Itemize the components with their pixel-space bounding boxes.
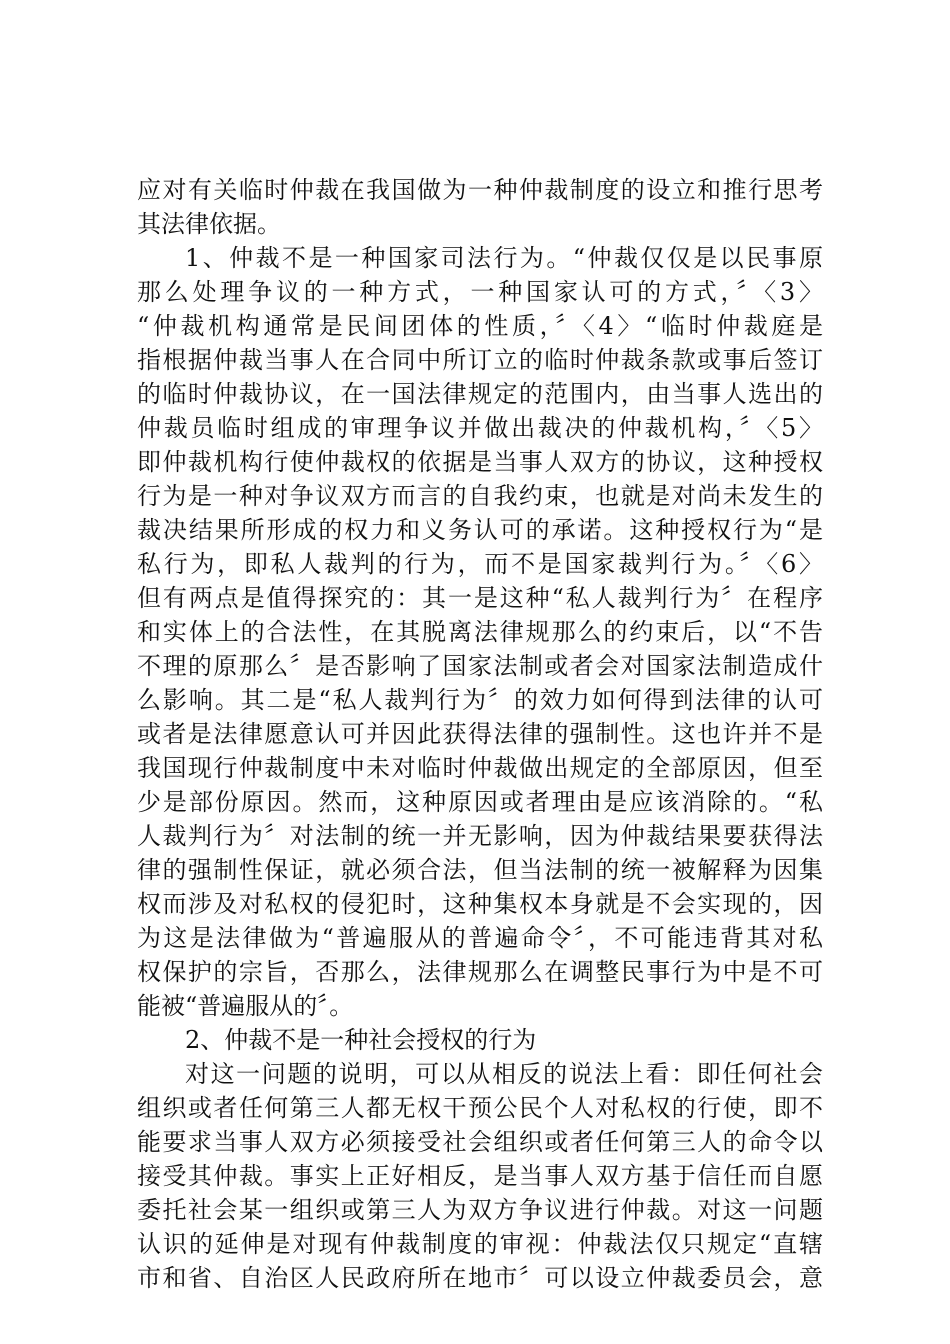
document-body	[137, 173, 823, 1295]
text-line: 应对有关临时仲裁在我国做为一种仲裁制度的设立和推行思考	[137, 176, 823, 204]
text-line: 行为是一种对争议双方而言的自我约束，也就是对尚未发生的	[137, 482, 823, 510]
text-line: 裁决结果所形成的权力和义务认可的承诺。这种授权行为“是	[137, 516, 823, 544]
text-line: 委托社会某一组织或第三人为双方争议进行仲裁。对这一问题	[137, 1196, 823, 1224]
text-line: 我国现行仲裁制度中未对临时仲裁做出规定的全部原因，但至	[137, 754, 823, 782]
text-line: 1、仲裁不是一种国家司法行为。“仲裁仅仅是以民事原	[185, 244, 823, 272]
text-line: 律的强制性保证，就必须合法，但当法制的统一被解释为因集	[137, 856, 823, 884]
text-line: 组织或者任何第三人都无权干预公民个人对私权的行使，即不	[137, 1094, 823, 1122]
text-line: 能被“普遍服从的〞。	[137, 992, 354, 1020]
text-line: “仲裁机构通常是民间团体的性质，〞〈4〉“临时仲裁庭是	[137, 312, 823, 340]
text-line: 么影响。其二是“私人裁判行为〞的效力如何得到法律的认可	[137, 686, 823, 714]
text-line: 对这一问题的说明，可以从相反的说法上看：即任何社会	[185, 1060, 823, 1088]
text-line: 私行为，即私人裁判的行为，而不是国家裁判行为。〞〈6〉	[137, 550, 823, 578]
text-line: 的临时仲裁协议，在一国法律规定的范围内，由当事人选出的	[137, 380, 823, 408]
text-line: 那么处理争议的一种方式，一种国家认可的方式，〞〈3〉	[137, 278, 823, 306]
text-line: 能要求当事人双方必须接受社会组织或者任何第三人的命令以	[137, 1128, 823, 1156]
text-line: 不理的原那么〞是否影响了国家法制或者会对国家法制造成什	[137, 652, 823, 680]
text-line: 为这是法律做为“普遍服从的普遍命令〞，不可能违背其对私	[137, 924, 823, 952]
text-line: 权保护的宗旨，否那么，法律规那么在调整民事行为中是不可	[137, 958, 823, 986]
text-line: 市和省、自治区人民政府所在地市〞可以设立仲裁委员会，意	[137, 1264, 823, 1292]
text-line: 指根据仲裁当事人在合同中所订立的临时仲裁条款或事后签订	[137, 346, 823, 374]
text-line: 即仲裁机构行使仲裁权的依据是当事人双方的协议，这种授权	[137, 448, 823, 476]
text-line: 认识的延伸是对现有仲裁制度的审视：仲裁法仅只规定“直辖	[137, 1230, 823, 1258]
text-line: 和实体上的合法性，在其脱离法律规那么的约束后，以“不告	[137, 618, 823, 646]
text-line: 或者是法律愿意认可并因此获得法律的强制性。这也许并不是	[137, 720, 823, 748]
text-line: 仲裁员临时组成的审理争议并做出裁决的仲裁机构，〞〈5〉	[137, 414, 823, 442]
text-line: 接受其仲裁。事实上正好相反，是当事人双方基于信任而自愿	[137, 1162, 823, 1190]
text-line: 权而涉及对私权的侵犯时，这种集权本身就是不会实现的，因	[137, 890, 823, 918]
text-line: 人裁判行为〞对法制的统一并无影响，因为仲裁结果要获得法	[137, 822, 823, 850]
text-line: 但有两点是值得探究的：其一是这种“私人裁判行为〞在程序	[137, 584, 823, 612]
text-line: 少是部份原因。然而，这种原因或者理由是应该消除的。“私	[137, 788, 823, 816]
text-line: 2、仲裁不是一种社会授权的行为	[185, 1026, 537, 1054]
text-line: 其法律依据。	[137, 210, 281, 238]
